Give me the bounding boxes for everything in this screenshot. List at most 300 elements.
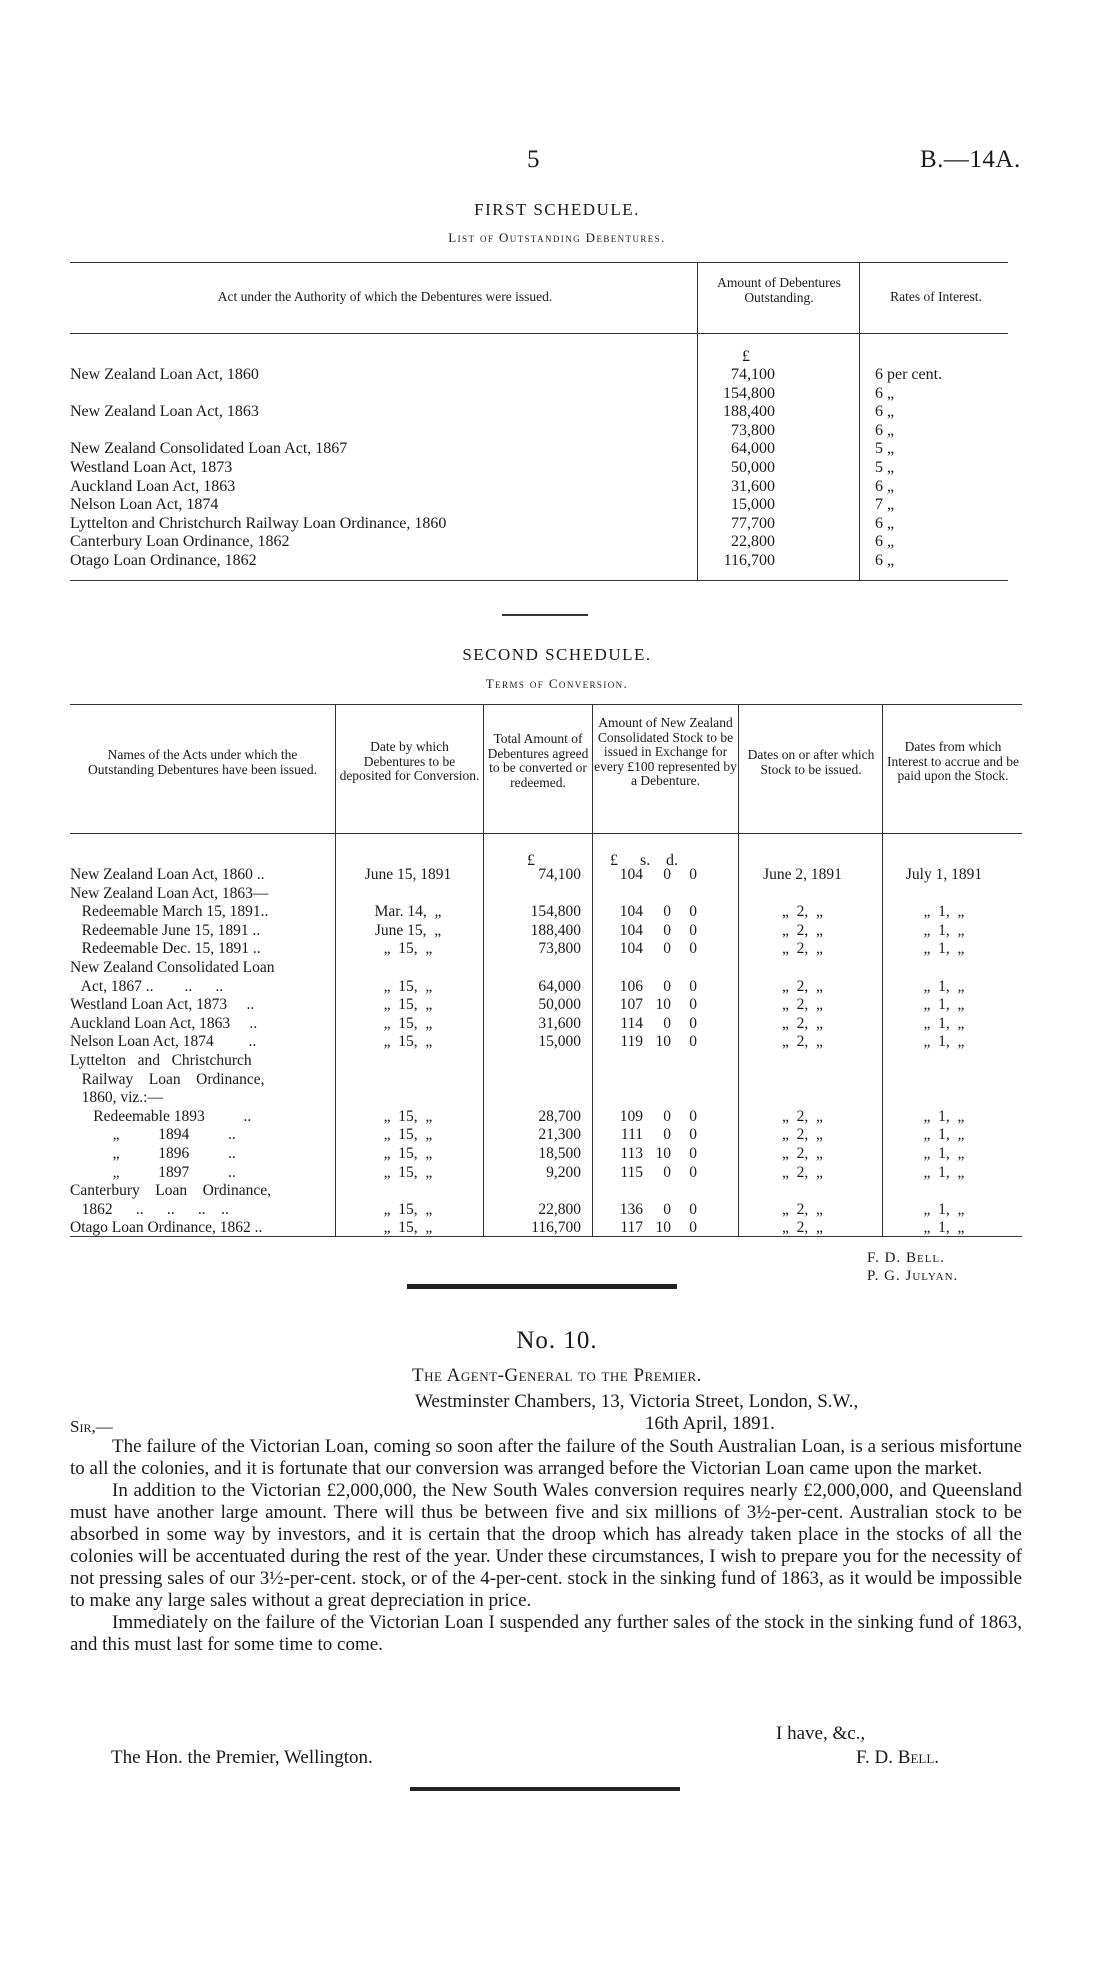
deposit-date xyxy=(335,959,481,978)
table-row xyxy=(70,1182,1019,1201)
stock-pounds xyxy=(611,1071,643,1090)
stock-pounds: 111 xyxy=(620,1126,643,1144)
act-name: Westland Loan Act, 1873 .. xyxy=(70,996,255,1014)
stock-shillings: 0 xyxy=(663,866,671,883)
table-row xyxy=(70,996,1019,1015)
stock-shillings: 0 xyxy=(663,1163,671,1181)
total-amount: 116,700 xyxy=(531,1219,581,1237)
stock-pounds: 114 xyxy=(620,1014,643,1032)
stock-pence: 0 xyxy=(689,940,697,958)
amount-outstanding: 116,700 xyxy=(723,551,775,569)
deposit-date: „ 15, „ xyxy=(383,1126,433,1144)
spacer xyxy=(581,996,611,1015)
section-divider xyxy=(502,614,588,616)
total-amount: 64,000 xyxy=(538,977,581,995)
second-schedule-subtitle: Terms of Conversion. xyxy=(485,676,629,691)
spacer xyxy=(697,978,736,997)
act-name: Otago Loan Ordinance, 1862 xyxy=(70,551,257,569)
interest-date: „ 1, „ xyxy=(923,996,965,1014)
act-name: Redeemable March 15, 1891.. xyxy=(70,903,269,921)
spacer xyxy=(581,903,611,922)
spacer xyxy=(581,885,611,904)
total-amount: 15,000 xyxy=(538,1033,581,1051)
letter-paragraph: In addition to the Victorian £2,000,000, the New South Wales conversion requires nearly £2,000,000, and Queensland must have another large amount. There will thus be between five and six millions of 3½-per-cent. Australian stock to be absorbed in some way by investors, and it is certain that the droop which has already taken place in the stocks of all the colonies will be accentuated during the rest of the year. Under these circumstances, I wish to prepare you for the necessity of not pressing sales of our 3½-per-cent. stock, or of the 4-per-cent. stock in the sinking fund of 1863, as it would be impossible to make any large sales without a great depreciation in price. xyxy=(70,1480,1022,1611)
amount-outstanding: 31,600 xyxy=(731,477,775,495)
second-col-header-names: Names of the Acts under which the Outstanding Debentures have been issued. xyxy=(87,747,318,777)
total-amount: 74,100 xyxy=(538,866,581,883)
deposit-date: „ 15, „ xyxy=(383,977,433,995)
stock-pence: 0 xyxy=(689,977,697,995)
interest-rate: 6 „ xyxy=(875,384,895,402)
act-name: Auckland Loan Act, 1863 .. xyxy=(70,1014,258,1032)
stock-pounds: 119 xyxy=(620,1033,643,1051)
interest-rate: 6 per cent. xyxy=(875,366,943,383)
section-divider-bar xyxy=(407,1284,677,1289)
page-number: 5 xyxy=(527,146,540,173)
stock-shillings: 0 xyxy=(663,1200,671,1218)
act-name: Nelson Loan Act, 1874 xyxy=(70,496,219,514)
spacer xyxy=(775,403,875,422)
issue-date: „ 2, „ xyxy=(782,1219,823,1237)
stock-pounds: 115 xyxy=(620,1163,643,1181)
deposit-date: „ 15, „ xyxy=(383,1219,433,1237)
stock-pence: 0 xyxy=(689,921,697,939)
interest-date: „ 1, „ xyxy=(923,940,965,958)
issue-date: „ 2, „ xyxy=(782,921,823,939)
spacer xyxy=(697,885,736,904)
interest-date: „ 1, „ xyxy=(923,977,965,995)
amount-outstanding: 77,700 xyxy=(731,514,775,532)
issue-date: „ 2, „ xyxy=(782,1126,823,1144)
stock-pence xyxy=(671,1089,697,1108)
spacer xyxy=(581,1089,611,1108)
first-schedule-subtitle: List of Outstanding Debentures. xyxy=(448,230,666,245)
interest-date: „ 1, „ xyxy=(923,1163,965,1181)
amount-outstanding: 74,100 xyxy=(731,366,775,383)
unit-shillings: s. xyxy=(640,852,651,869)
stock-shillings xyxy=(643,1182,671,1201)
act-name: Act, 1867 .. .. .. xyxy=(70,977,224,995)
spacer xyxy=(581,1033,611,1052)
deposit-date: „ 15, „ xyxy=(383,1107,433,1125)
table-row xyxy=(70,922,1019,941)
deposit-date: „ 15, „ xyxy=(383,940,433,958)
spacer xyxy=(775,533,875,552)
issue-date: „ 2, „ xyxy=(782,1014,823,1032)
signatory-bell: F. D. Bell. xyxy=(867,1250,945,1266)
deposit-date: June 15, 1891 xyxy=(364,866,452,883)
issue-date xyxy=(736,1089,869,1108)
total-amount: 50,000 xyxy=(538,996,581,1014)
deposit-date: „ 15, „ xyxy=(383,1033,433,1051)
deposit-date: Mar. 14, „ xyxy=(374,903,442,921)
interest-rate: 6 „ xyxy=(875,421,895,439)
total-amount: 22,800 xyxy=(538,1200,581,1218)
spacer xyxy=(775,496,875,515)
act-name: Lyttelton and Christchurch Railway Loan Ordinance, 1860 xyxy=(70,514,447,532)
table-row xyxy=(70,866,1019,885)
table-row xyxy=(70,1201,1019,1220)
act-name: Nelson Loan Act, 1874 .. xyxy=(70,1033,257,1051)
act-name: Otago Loan Ordinance, 1862 .. xyxy=(70,1219,263,1237)
interest-date: „ 1, „ xyxy=(923,1200,965,1218)
spacer xyxy=(775,366,875,385)
letter-address: Westminster Chambers, 13, Victoria Street, London, S.W., xyxy=(415,1391,859,1412)
act-name: New Zealand Consolidated Loan xyxy=(70,958,275,976)
first-col-header-amount: Amount of Debentures Outstanding. xyxy=(717,275,841,305)
spacer xyxy=(581,1108,611,1127)
interest-date xyxy=(869,1182,1019,1201)
stock-pounds xyxy=(611,885,643,904)
spacer xyxy=(697,1015,736,1034)
letter-closing: I have, &c., xyxy=(776,1723,866,1744)
spacer xyxy=(697,1089,736,1108)
deposit-date xyxy=(335,1089,481,1108)
spacer xyxy=(697,996,736,1015)
interest-date: „ 1, „ xyxy=(923,1219,965,1237)
interest-date xyxy=(869,959,1019,978)
amount-outstanding: 15,000 xyxy=(731,496,775,514)
stock-pence: 0 xyxy=(689,996,697,1014)
act-name: Auckland Loan Act, 1863 xyxy=(70,477,236,495)
second-col-header-total: Total Amount of Debentures agreed to be converted or redeemed. xyxy=(487,731,589,790)
act-name: Canterbury Loan Ordinance, xyxy=(70,1182,272,1200)
table-row xyxy=(70,366,1015,385)
act-name: Redeemable 1893 .. xyxy=(70,1107,252,1125)
deposit-date xyxy=(335,1071,481,1090)
stock-pounds xyxy=(611,1182,643,1201)
issue-date: „ 2, „ xyxy=(782,940,823,958)
spacer xyxy=(775,478,875,497)
spacer xyxy=(775,459,875,478)
act-name: Railway Loan Ordinance, xyxy=(70,1070,265,1088)
stock-pence: 0 xyxy=(689,866,697,883)
spacer xyxy=(697,1145,736,1164)
table-row xyxy=(70,478,1015,497)
deposit-date: June 15, „ xyxy=(374,921,442,939)
total-amount: 9,200 xyxy=(546,1163,581,1181)
act-name: Redeemable June 15, 1891 .. xyxy=(70,921,261,939)
interest-date xyxy=(869,1089,1019,1108)
amount-outstanding: 50,000 xyxy=(731,458,775,476)
interest-rate: 6 „ xyxy=(875,403,895,421)
spacer xyxy=(581,866,611,885)
letter-body xyxy=(70,1436,1022,1656)
table-top-rule xyxy=(70,704,1022,705)
spacer xyxy=(581,1015,611,1034)
table-header-rule xyxy=(70,833,1022,834)
issue-date xyxy=(736,1182,869,1201)
issue-date: „ 2, „ xyxy=(782,903,823,921)
issue-date: „ 2, „ xyxy=(782,977,823,995)
currency-unit: £ xyxy=(742,348,750,365)
issue-date: „ 2, „ xyxy=(782,1107,823,1125)
act-name: New Zealand Consolidated Loan Act, 1867 xyxy=(70,440,348,458)
table-row xyxy=(70,403,1015,422)
deposit-date: „ 15, „ xyxy=(383,996,433,1014)
amount-outstanding: 73,800 xyxy=(731,421,775,439)
table-row xyxy=(70,959,1019,978)
stock-pence: 0 xyxy=(689,1126,697,1144)
letter-heading: The Agent-General to the Premier. xyxy=(412,1365,702,1386)
interest-date: „ 1, „ xyxy=(923,1033,965,1051)
deposit-date: „ 15, „ xyxy=(383,1163,433,1181)
spacer xyxy=(697,1201,736,1220)
issue-date xyxy=(736,1052,869,1071)
spacer xyxy=(775,515,875,534)
interest-rate: 5 „ xyxy=(875,458,895,476)
letter-number: No. 10. xyxy=(516,1327,598,1354)
stock-pounds: 104 xyxy=(619,903,643,921)
total-amount xyxy=(481,1071,581,1090)
table-row xyxy=(70,940,1019,959)
unit-total: £ xyxy=(527,852,535,869)
spacer xyxy=(697,1108,736,1127)
spacer xyxy=(581,1164,611,1183)
table-row xyxy=(70,422,1015,441)
interest-date xyxy=(869,1071,1019,1090)
spacer xyxy=(697,1052,736,1071)
act-name: 1862 .. .. .. .. xyxy=(70,1200,229,1218)
act-name: New Zealand Loan Act, 1860 xyxy=(70,366,259,383)
issue-date: June 2, 1891 xyxy=(763,866,842,883)
total-amount xyxy=(481,1089,581,1108)
second-col-header-deposit: Date by which Debentures to be deposited for Conversion. xyxy=(339,739,480,783)
spacer xyxy=(581,1071,611,1090)
stock-pence xyxy=(671,1052,697,1071)
interest-date xyxy=(869,1052,1019,1071)
stock-pence: 0 xyxy=(689,1014,697,1032)
total-amount xyxy=(481,1182,581,1201)
table-row xyxy=(70,1089,1019,1108)
spacer xyxy=(581,1145,611,1164)
unit-pounds: £ xyxy=(610,852,618,869)
spacer xyxy=(697,1071,736,1090)
stock-shillings: 0 xyxy=(663,940,671,958)
stock-shillings: 0 xyxy=(663,1014,671,1032)
table-row xyxy=(70,885,1019,904)
table-row xyxy=(70,552,1015,571)
stock-shillings xyxy=(643,1052,671,1071)
stock-shillings xyxy=(643,959,671,978)
table-top-rule xyxy=(70,262,1008,263)
first-schedule-title: FIRST SCHEDULE. xyxy=(474,200,640,219)
stock-pounds: 109 xyxy=(619,1107,643,1125)
interest-rate: 6 „ xyxy=(875,551,895,569)
table-row xyxy=(70,1052,1019,1071)
table-row xyxy=(70,903,1019,922)
total-amount: 31,600 xyxy=(538,1014,581,1032)
table-row xyxy=(70,440,1015,459)
issue-date: „ 2, „ xyxy=(782,1033,823,1051)
interest-date: „ 1, „ xyxy=(923,903,965,921)
stock-pence: 0 xyxy=(689,1200,697,1218)
spacer xyxy=(697,1126,736,1145)
amount-outstanding: 188,400 xyxy=(723,403,775,421)
table-row xyxy=(70,496,1015,515)
total-amount: 154,800 xyxy=(530,903,581,921)
total-amount xyxy=(481,885,581,904)
total-amount xyxy=(481,959,581,978)
interest-rate: 6 „ xyxy=(875,533,895,551)
table-row xyxy=(70,1033,1019,1052)
amount-outstanding: 22,800 xyxy=(731,533,775,551)
table-row xyxy=(70,385,1015,404)
spacer xyxy=(697,922,736,941)
issue-date xyxy=(736,885,869,904)
interest-rate: 7 „ xyxy=(875,496,895,514)
act-name: „ 1896 .. xyxy=(70,1144,236,1162)
act-name: Westland Loan Act, 1873 xyxy=(70,458,233,476)
interest-date: „ 1, „ xyxy=(923,1144,965,1162)
stock-pence: 0 xyxy=(689,903,697,921)
spacer xyxy=(697,903,736,922)
stock-pounds xyxy=(611,1052,643,1071)
second-schedule-title: SECOND SCHEDULE. xyxy=(462,645,652,664)
spacer xyxy=(697,959,736,978)
act-name: Redeemable Dec. 15, 1891 .. xyxy=(70,940,261,958)
stock-pounds: 104 xyxy=(619,866,643,883)
table-row xyxy=(70,533,1015,552)
table-row xyxy=(70,978,1019,997)
act-name: New Zealand Loan Act, 1860 .. xyxy=(70,866,265,883)
table-row xyxy=(70,1145,1019,1164)
interest-date: „ 1, „ xyxy=(923,921,965,939)
table-row xyxy=(70,1164,1019,1183)
issue-date: „ 2, „ xyxy=(782,1144,823,1162)
second-col-header-interest-date: Dates from which Interest to accrue and be paid upon the Stock. xyxy=(887,739,1019,783)
deposit-date: „ 15, „ xyxy=(383,1200,433,1218)
act-name: Canterbury Loan Ordinance, 1862 xyxy=(70,533,290,551)
spacer xyxy=(581,1201,611,1220)
interest-date: July 1, 1891 xyxy=(905,866,983,883)
spacer xyxy=(581,1182,611,1201)
letter-salutation: Sir,— xyxy=(70,1417,113,1436)
amount-outstanding: 64,000 xyxy=(731,440,775,458)
stock-shillings: 0 xyxy=(663,1126,671,1144)
stock-pence: 0 xyxy=(689,1219,697,1237)
stock-pence: 0 xyxy=(689,1144,697,1162)
stock-shillings: 0 xyxy=(663,921,671,939)
act-name xyxy=(70,385,680,404)
amount-outstanding: 154,800 xyxy=(723,384,775,402)
stock-shillings: 0 xyxy=(663,903,671,921)
spacer xyxy=(581,940,611,959)
spacer xyxy=(697,866,736,885)
act-name: „ 1894 .. xyxy=(70,1126,236,1144)
act-name: „ 1897 .. xyxy=(70,1163,236,1181)
interest-rate: 5 „ xyxy=(875,440,895,458)
issue-date: „ 2, „ xyxy=(782,1200,823,1218)
letter-date: 16th April, 1891. xyxy=(645,1413,775,1434)
document-reference: B.—14A. xyxy=(920,146,1021,173)
spacer xyxy=(697,1164,736,1183)
stock-shillings: 0 xyxy=(663,977,671,995)
letter-paragraph: The failure of the Victorian Loan, coming so soon after the failure of the South Australian Loan, is a serious misfortune to all the colonies, and it is fortunate that our conversion was arranged before the Victorian Loan came upon the market. xyxy=(70,1436,1022,1479)
stock-pounds: 113 xyxy=(620,1144,643,1162)
stock-shillings: 10 xyxy=(655,996,671,1014)
issue-date: „ 2, „ xyxy=(782,996,823,1014)
stock-pounds: 106 xyxy=(619,977,643,995)
spacer xyxy=(775,422,875,441)
stock-shillings xyxy=(643,1071,671,1090)
interest-date xyxy=(869,885,1019,904)
issue-date: „ 2, „ xyxy=(782,1163,823,1181)
deposit-date: „ 15, „ xyxy=(383,1014,433,1032)
spacer xyxy=(581,959,611,978)
stock-pence xyxy=(671,885,697,904)
deposit-date xyxy=(335,1052,481,1071)
act-name: New Zealand Loan Act, 1863 xyxy=(70,403,259,421)
spacer xyxy=(581,1052,611,1071)
spacer xyxy=(581,1126,611,1145)
second-col-header-issue-date: Dates on or after which Stock to be issued. xyxy=(747,747,875,777)
signatory-julyan: P. G. Julyan. xyxy=(867,1268,959,1284)
stock-shillings: 10 xyxy=(655,1144,671,1162)
act-name xyxy=(70,422,680,441)
second-col-header-stock-amount: Amount of New Zealand Consolidated Stock to be issued in Exchange for every £100 represented by a Debenture. xyxy=(594,715,737,788)
total-amount: 73,800 xyxy=(538,940,581,958)
section-divider-bar xyxy=(410,1787,680,1791)
stock-shillings xyxy=(643,1089,671,1108)
total-amount: 18,500 xyxy=(538,1144,581,1162)
stock-shillings: 0 xyxy=(663,1107,671,1125)
spacer xyxy=(697,1182,736,1201)
stock-pounds: 104 xyxy=(619,921,643,939)
stock-pence: 0 xyxy=(689,1107,697,1125)
spacer xyxy=(581,978,611,997)
stock-shillings: 10 xyxy=(655,1033,671,1051)
interest-rate: 6 „ xyxy=(875,477,895,495)
total-amount: 28,700 xyxy=(538,1107,581,1125)
table-row xyxy=(70,1071,1019,1090)
table-header-rule xyxy=(70,333,1008,334)
spacer xyxy=(775,440,875,459)
spacer xyxy=(581,922,611,941)
stock-pounds: 104 xyxy=(619,940,643,958)
table-row xyxy=(70,459,1015,478)
stock-pounds: 107 xyxy=(619,996,643,1014)
table-row xyxy=(70,1126,1019,1145)
second-schedule-table xyxy=(70,866,1019,1238)
stock-pounds: 136 xyxy=(619,1200,643,1218)
stock-pence xyxy=(671,1182,697,1201)
issue-date xyxy=(736,959,869,978)
stock-pence: 0 xyxy=(689,1033,697,1051)
unit-pence: d. xyxy=(666,852,678,869)
total-amount: 21,300 xyxy=(538,1126,581,1144)
first-col-header-rates: Rates of Interest. xyxy=(890,289,982,304)
stock-pounds: 117 xyxy=(620,1219,643,1237)
stock-pounds xyxy=(611,1089,643,1108)
interest-date: „ 1, „ xyxy=(923,1126,965,1144)
total-amount xyxy=(481,1052,581,1071)
total-amount: 188,400 xyxy=(530,921,581,939)
stock-pounds xyxy=(611,959,643,978)
interest-date: „ 1, „ xyxy=(923,1014,965,1032)
stock-shillings: 10 xyxy=(655,1219,671,1237)
act-name: New Zealand Loan Act, 1863— xyxy=(70,884,269,902)
act-name: 1860, viz.:— xyxy=(70,1089,163,1107)
table-row xyxy=(70,1108,1019,1127)
interest-rate: 6 „ xyxy=(875,514,895,532)
deposit-date xyxy=(335,1182,481,1201)
interest-date: „ 1, „ xyxy=(923,1107,965,1125)
act-name: Lyttelton and Christchurch xyxy=(70,1051,252,1069)
first-col-header-act: Act under the Authority of which the Debentures were issued. xyxy=(217,289,553,304)
table-bottom-rule xyxy=(70,580,1008,581)
table-bottom-rule xyxy=(70,1236,1022,1237)
